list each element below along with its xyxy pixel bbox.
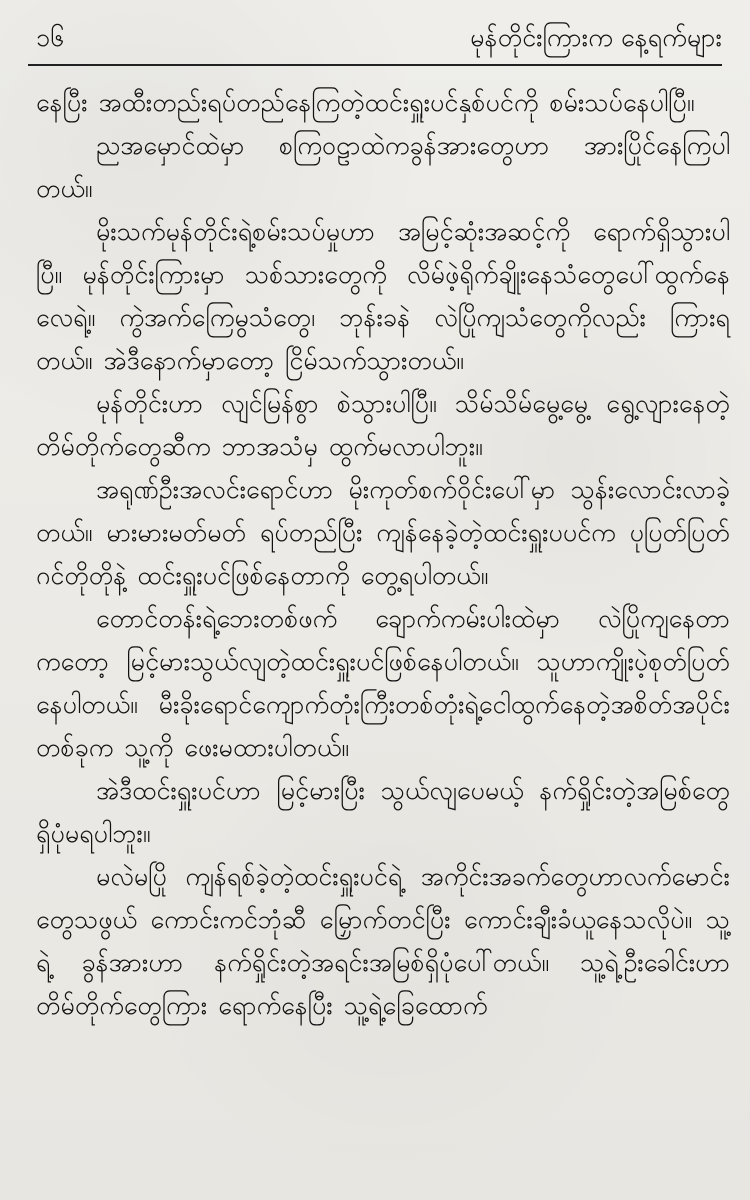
paragraph-8: မလဲမပြို ကျန်ရစ်ခဲ့တဲ့ထင်းရှူးပင်ရဲ့ အကိုင်းအခက်တွေဟာလက်မောင်းတွေသဖွယ် ကောင်းကင်ဘုံဆီ မြှောက်တင်ပြီး ကောင်းချီးခံယူနေသလိုပဲ။ သူ့ရဲ့ ခွန်အားဟာ နက်ရှိုင်းတဲ့အရင်းအမြစ်ရှိပုံပေါ်တယ်။ သူ့ရဲ့ဦးခေါင်းဟာ တိမ်တိုက်တွေကြား ရောက်နေပြီး သူ့ရဲ့ခြေထောက် — [36, 862, 730, 1020]
running-title: မုန်တိုင်းကြားက နေ့ရက်များ — [470, 22, 722, 52]
paragraph-6: တောင်တန်းရဲ့ဘေးတစ်ဖက် ချောက်ကမ်းပါးထဲမှာ လဲပြိုကျနေတာကတော့ မြင့်မားသွယ်လျတဲ့ထင်းရှူးပင်ဖြစ်နေပါတယ်။ သူဟာကျိုးပဲ့စုတ်ပြတ်နေပါတယ်။ မီးခိုးရောင်ကျောက်တုံးကြီးတစ်တုံးရဲ့ငေါထွက်နေတဲ့အစိတ်အပိုင်းတစ်ခုက သူ့ကို ဖေးမထားပါတယ်။ — [36, 604, 730, 762]
paragraph-1: နေပြီး အထီးတည်းရပ်တည်နေကြတဲ့ထင်းရှူးပင်နှစ်ပင်ကို စမ်းသပ်နေပါပြီ။ — [36, 88, 695, 117]
paragraph-4: မုန်တိုင်းဟာ လျင်မြန်စွာ စဲသွားပါပြီ။ သိမ်သိမ်မွေ့မွေ့ ရွေ့လျားနေတဲ့တိမ်တိုက်တွေဆီက ဘာအသံမှ ထွက်မလာပါဘူး။ — [36, 389, 730, 461]
paragraph-5: အရုဏ်ဦးအလင်းရောင်ဟာ မိုးကုတ်စက်ဝိုင်းပေါ်မှာ သွန်းလောင်းလာခဲ့တယ်။ မားမားမတ်မတ် ရပ်တည်ပြီး ကျန်နေခဲ့တဲ့ထင်းရှူးပပင်က ပုပြတ်ပြတ်ဂင်တိုတိုနဲ့ ထင်းရှူးပင်ဖြစ်နေတာကို တွေ့ရပါတယ်။ — [36, 475, 730, 590]
paragraph-2: ညအမှောင်ထဲမှာ စကြဝဠာထဲကခွန်အားတွေဟာ အားပြိုင်နေကြပါတယ်။ — [36, 131, 730, 203]
page-header — [36, 16, 722, 58]
paragraph-7: အဲဒီထင်းရှူးပင်ဟာ မြင့်မားပြီး သွယ်လျပေမယ့် နက်ရှိုင်းတဲ့အမြစ်တွေ ရှိပုံမရပါဘူး။ — [36, 776, 730, 848]
header-rule — [28, 64, 722, 66]
page-content — [36, 81, 730, 1190]
page-number: ၁၆ — [36, 22, 65, 52]
paragraph-3: မိုးသက်မုန်တိုင်းရဲ့စမ်းသပ်မှုဟာ အမြင့်ဆုံးအဆင့်ကို ရောက်ရှိသွားပါပြီ။ မုန်တိုင်းကြားမှာ သစ်သားတွေကို လိမ်ဖဲ့ရိုက်ချိုးနေသံတွေပေါ်ထွက်နေလေရဲ့။ ကွဲအက်ကြေမွသံတွေ၊ ဘုန်းခနဲ လဲပြိုကျသံတွေကိုလည်း ကြားရတယ်။ အဲဒီနောက်မှာတော့ ငြိမ်သက်သွားတယ်။ — [36, 217, 730, 375]
